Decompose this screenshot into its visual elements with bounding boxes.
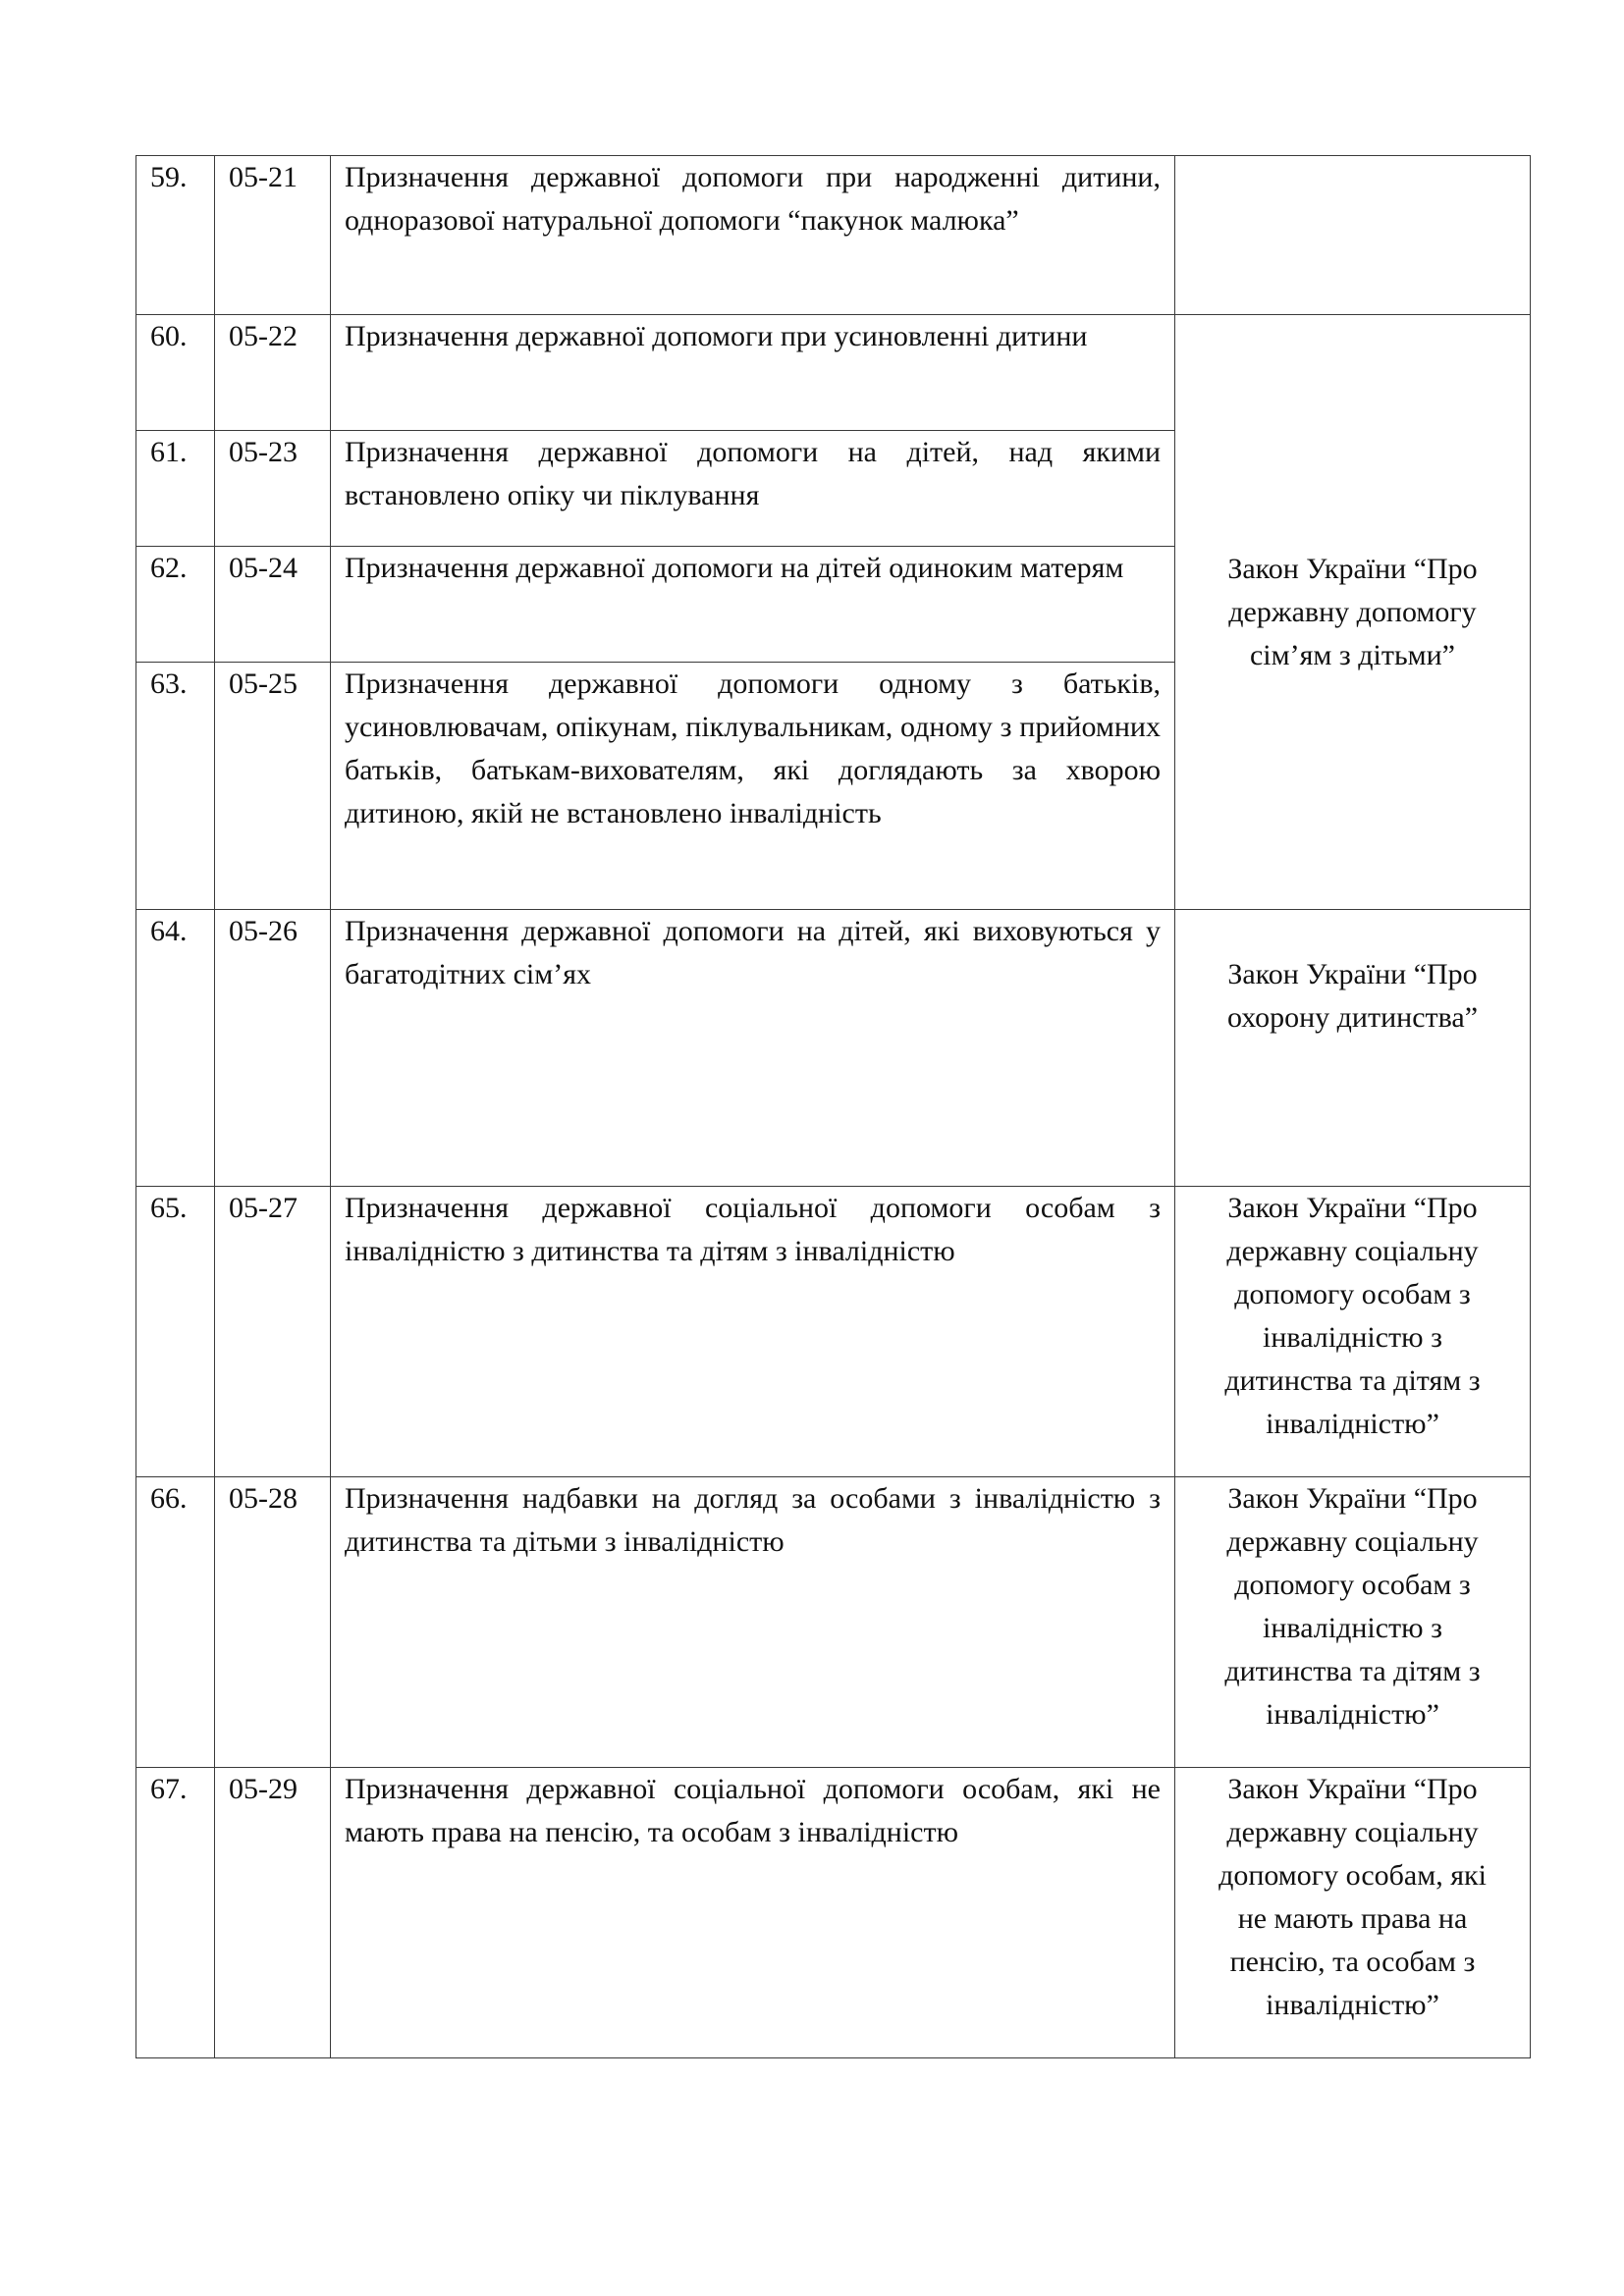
service-name: Призначення державної допомоги на дітей, над якими встановлено опіку чи піклування [331, 431, 1175, 547]
legal-basis: Закон України “Про державну соціальну допомогу особам з інвалідністю з дитинства та дітям з інвалідністю” [1175, 1187, 1531, 1477]
service-name: Призначення державної допомоги на дітей одиноким матерям [331, 547, 1175, 663]
row-number: 64. [136, 910, 215, 1187]
legal-basis: Закон України “Про державну соціальну допомогу особам, які не мають права на пенсію, та особам з інвалідністю” [1175, 1768, 1531, 2058]
table-row [136, 1187, 1531, 1477]
service-code: 05-29 [215, 1768, 331, 2058]
row-number: 65. [136, 1187, 215, 1477]
table-row [136, 1768, 1531, 2058]
service-name: Призначення державної допомоги на дітей, які виховуються у багатодітних сім’ях [331, 910, 1175, 1187]
row-number: 63. [136, 663, 215, 910]
service-name: Призначення державної допомоги при народженні дитини, одноразової натуральної допомоги “пакунок малюка” [331, 156, 1175, 315]
service-code: 05-21 [215, 156, 331, 315]
service-code: 05-27 [215, 1187, 331, 1477]
legal-basis: Закон України “Про охорону дитинства” [1175, 910, 1531, 1187]
service-name: Призначення надбавки на догляд за особами з інвалідністю з дитинства та дітьми з інвалідністю [331, 1477, 1175, 1768]
service-name: Призначення державної допомоги при усиновленні дитини [331, 315, 1175, 431]
service-name: Призначення державної допомоги одному з батьків, усиновлювачам, опікунам, піклувальникам, одному з прийомних батьків, батькам-вихователям, які доглядають за хворою дитиною, якій не встановлено інвалідність [331, 663, 1175, 910]
row-number: 60. [136, 315, 215, 431]
service-code: 05-22 [215, 315, 331, 431]
legal-basis [1175, 156, 1531, 315]
legal-basis-merged: Закон України “Про державну допомогу сім’ям з дітьми” [1175, 315, 1531, 910]
service-code: 05-25 [215, 663, 331, 910]
row-number: 66. [136, 1477, 215, 1768]
row-number: 59. [136, 156, 215, 315]
service-code: 05-26 [215, 910, 331, 1187]
service-code: 05-28 [215, 1477, 331, 1768]
table-row [136, 315, 1531, 431]
table-row [136, 156, 1531, 315]
row-number: 67. [136, 1768, 215, 2058]
legal-basis: Закон України “Про державну соціальну допомогу особам з інвалідністю з дитинства та дітям з інвалідністю” [1175, 1477, 1531, 1768]
service-code: 05-24 [215, 547, 331, 663]
services-table [135, 155, 1531, 2058]
service-name: Призначення державної соціальної допомоги особам з інвалідністю з дитинства та дітям з інвалідністю [331, 1187, 1175, 1477]
table-row [136, 910, 1531, 1187]
row-number: 61. [136, 431, 215, 547]
row-number: 62. [136, 547, 215, 663]
service-code: 05-23 [215, 431, 331, 547]
table-row [136, 1477, 1531, 1768]
service-name: Призначення державної соціальної допомоги особам, які не мають права на пенсію, та особам з інвалідністю [331, 1768, 1175, 2058]
